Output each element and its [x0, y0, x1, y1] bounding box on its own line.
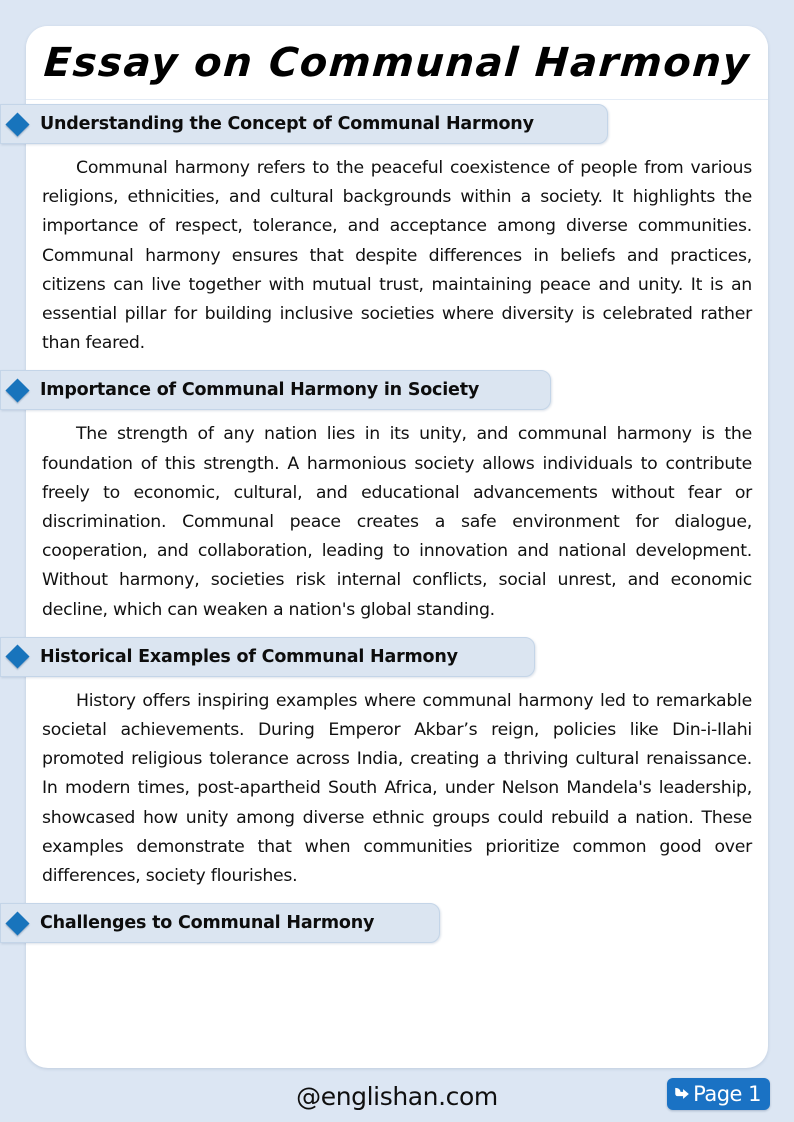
page-footer [0, 1070, 794, 1122]
page-number-label: Page 1 [693, 1082, 761, 1106]
document-card [26, 26, 768, 1068]
section-heading-historical[interactable] [0, 637, 768, 677]
section-heading-challenges[interactable] [0, 903, 768, 943]
section-heading-label: Historical Examples of Communal Harmony [40, 646, 458, 667]
document-content [26, 104, 768, 943]
page-title: Essay on Communal Harmony [42, 39, 752, 86]
spacer [26, 358, 768, 370]
section-paragraph: Communal harmony refers to the peaceful coexistence of people from various religions, ethnicities, and cultural backgrounds within a society. It highlights the importance of respect, tolerance, and acceptance among diverse communities. Communal harmony ensures that despite differences in beliefs and practices, citizens can live together with mutual trust, maintaining peace and unity. It is an essential pillar for building inclusive societies where diversity is celebrated rather than feared. [42, 158, 752, 354]
title-band [26, 26, 768, 100]
section-heading-importance[interactable] [0, 370, 768, 410]
diamond-bullet-icon [5, 911, 29, 935]
diamond-bullet-icon [5, 645, 29, 669]
spacer [26, 891, 768, 903]
section-paragraph: The strength of any nation lies in its unity, and communal harmony is the foundation of this strength. A harmonious society allows individuals to contribute freely to economic, cultural, and educational advancements without fear or discrimination. Communal peace creates a safe environment for dialogue, cooperation, and collaboration, leading to innovation and national development. Without harmony, societies risk internal conflicts, social unrest, and economic decline, which can weaken a nation's global standing. [42, 424, 752, 620]
page-number-badge [667, 1078, 770, 1110]
section-paragraph: History offers inspiring examples where communal harmony led to remarkable societal achievements. During Emperor Akbar’s reign, policies like Din-i-Ilahi promoted religious tolerance across India, creating a thriving cultural renaissance. In modern times, post-apartheid South Africa, under Nelson Mandela's leadership, showcased how unity among diverse ethnic groups could rebuild a nation. These examples demonstrate that when communities prioritize common good over differences, society flourishes. [42, 690, 752, 887]
site-credit: @englishan.com [296, 1081, 498, 1111]
diamond-bullet-icon [5, 378, 29, 402]
section-heading-label: Challenges to Communal Harmony [40, 913, 375, 934]
spacer [26, 625, 768, 637]
section-heading-understanding[interactable] [0, 104, 768, 144]
diamond-bullet-icon [5, 112, 29, 136]
section-heading-label: Importance of Communal Harmony in Society [40, 380, 480, 401]
section-heading-label: Understanding the Concept of Communal Harmony [40, 114, 534, 134]
arrow-right-icon [673, 1085, 691, 1103]
